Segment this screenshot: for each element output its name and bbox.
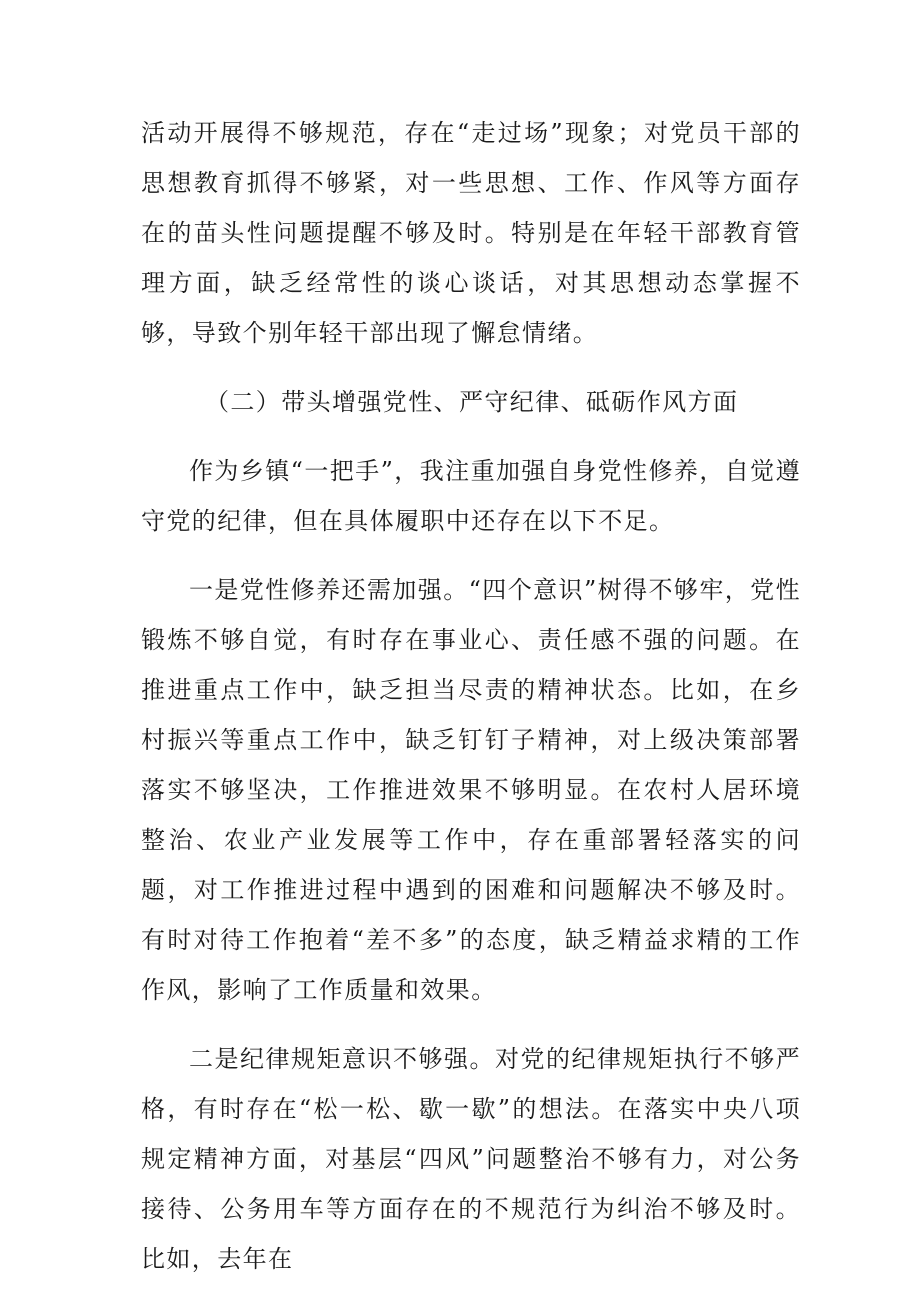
document-body [141, 108, 801, 1303]
section-heading: （二）带头增强党性、严守纪律、砥砺作风方面 [205, 388, 739, 416]
paragraph-intro: 作为乡镇“一把手”，我注重加强自身党性修养，自觉遵守党的纪律，但在具体履职中还存在以下不足。 [141, 457, 801, 535]
paragraph-point-one: 一是党性修养还需加强。“四个意识”树得不够牢，党性锻炼不够自觉，有时存在事业心、责任感不强的问题。在推进重点工作中，缺乏担当尽责的精神状态。比如，在乡村振兴等重点工作中，缺乏钉钉子精神，对上级决策部署落实不够坚决，工作推进效果不够明显。在农村人居环境整治、农业产业发展等工作中，存在重部署轻落实的问题，对工作推进过程中遇到的困难和问题解决不够及时。有时对待工作抱着“差不多”的态度，缺乏精益求精的工作作风，影响了工作质量和效果。 [141, 576, 801, 1004]
paragraph-continuation: 活动开展得不够规范，存在“走过场”现象；对党员干部的思想教育抓得不够紧，对一些思想、工作、作风等方面存在的苗头性问题提醒不够及时。特别是在年轻干部教育管理方面，缺乏经常性的谈心谈话，对其思想动态掌握不够，导致个别年轻干部出现了懈怠情绪。 [141, 119, 801, 347]
paragraph-point-two: 二是纪律规矩意识不够强。对党的纪律规矩执行不够严格，有时存在“松一松、歇一歇”的想法。在落实中央八项规定精神方面，对基层“四风”问题整治不够有力，对公务接待、公务用车等方面存在的不规范行为纠治不够及时。比如，去年在 [141, 1045, 801, 1273]
